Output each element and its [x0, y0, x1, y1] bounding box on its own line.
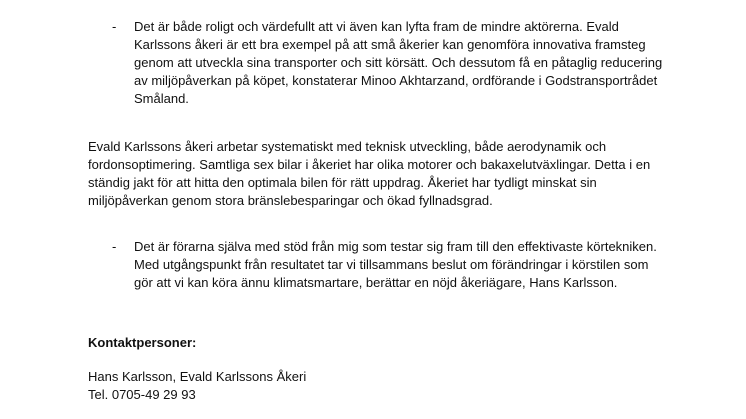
paragraph-line: Evald Karlssons åkeri arbetar systematiskt med teknisk utveckling, både aerodynamik och — [88, 139, 607, 154]
paragraph-line: ständig jakt för att hitta den optimala bilen för rätt uppdrag. Åkeriet har tydligt minskat sin — [88, 175, 597, 190]
paragraph-line: miljöpåverkan genom stora bränslebesparingar och ökad fyllnadsgrad. — [88, 193, 493, 208]
quote-dash: - — [112, 239, 117, 254]
quote-text-2 — [134, 238, 674, 292]
quote-line: Med utgångspunkt från resultatet tar vi tillsammans beslut om förändringar i körstilen som — [134, 257, 649, 272]
contacts-heading: Kontaktpersoner: — [88, 335, 197, 350]
contact-phone: Tel. 0705-49 29 93 — [88, 387, 196, 402]
body-paragraph — [88, 138, 668, 210]
quote-dash: - — [112, 19, 117, 34]
quote-line: Småland. — [134, 91, 189, 106]
quote-line: genom att utveckla sina transporter och sitt körsätt. Och dessutom få en påtaglig reducering — [134, 55, 663, 70]
quote-line: Karlssons åkeri är ett bra exempel på att små åkerier kan genomföra innovativa framsteg — [134, 37, 646, 52]
quote-line: av miljöpåverkan på köpet, konstaterar Minoo Akhtarzand, ordförande i Godstransportrådet — [134, 73, 658, 88]
contact-name: Hans Karlsson, Evald Karlssons Åkeri — [88, 369, 307, 384]
paragraph-line: fordonsoptimering. Samtliga sex bilar i åkeriet har olika motorer och bakaxelutväxlingar. Detta i en — [88, 157, 651, 172]
quote-line: Det är både roligt och värdefullt att vi även kan lyfta fram de mindre aktörerna. Evald — [134, 19, 619, 34]
quote-line: Det är förarna själva med stöd från mig som testar sig fram till den effektivaste körtekniken. — [134, 239, 657, 254]
quote-line: gör att vi kan köra ännu klimatsmartare, berättar en nöjd åkeriägare, Hans Karlsson. — [134, 275, 618, 290]
quote-text-1 — [134, 18, 674, 108]
